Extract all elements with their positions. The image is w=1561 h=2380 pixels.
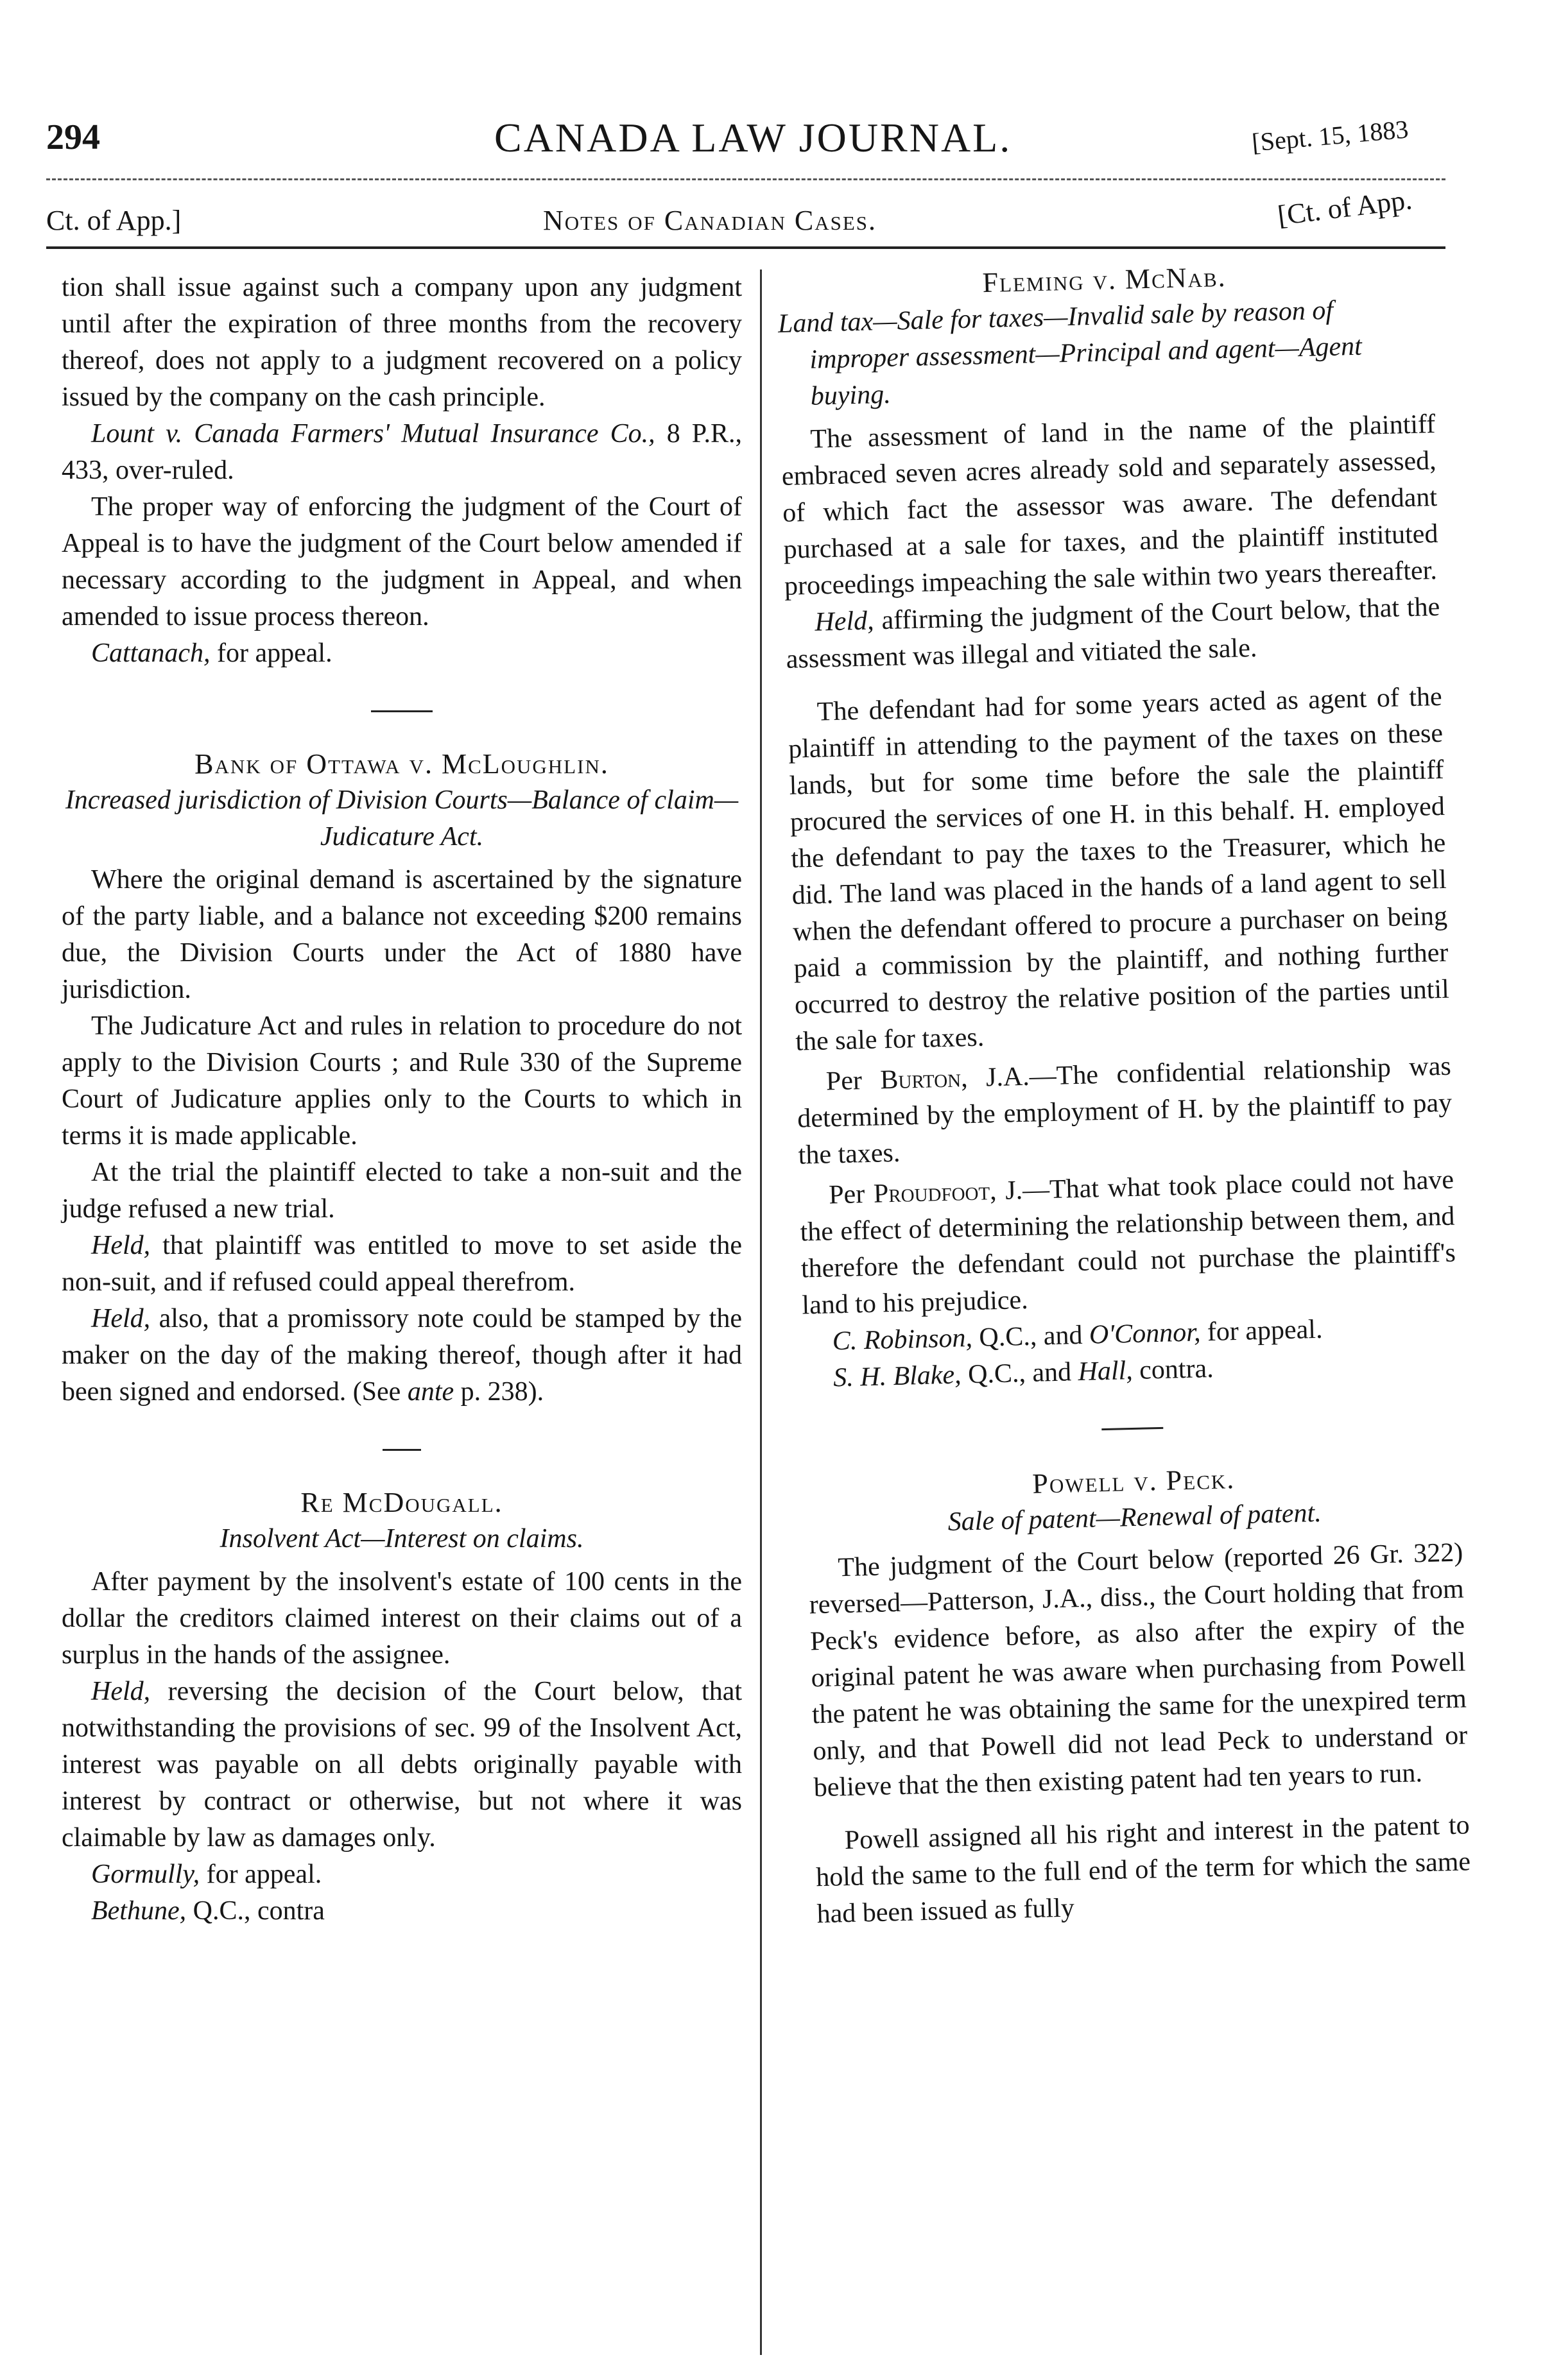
counsel-name: Gormully,	[91, 1860, 200, 1889]
counsel-name: Bethune,	[91, 1896, 187, 1926]
paragraph: After payment by the insolvent's estate of 100 cents in the dollar the creditors claimed interest on their claims out of a surplus in the hands of the assignee.	[62, 1567, 742, 1670]
paragraph: At the trial the plaintiff elected to take a non-suit and the judge refused a new trial.	[62, 1158, 742, 1224]
issue-date: [Sept. 15, 1883	[1250, 114, 1410, 157]
counsel-name: Hall,	[1078, 1355, 1134, 1387]
counsel-line	[62, 1893, 742, 1930]
holding	[62, 1301, 742, 1410]
paragraph: The proper way of enforcing the judgment of the Court of Appeal is to have the judgment of the Court below amended if necessary according to the judgment in Appeal, and when amended to issue process thereon.	[62, 492, 742, 631]
section-title: Notes of Canadian Cases.	[543, 205, 877, 236]
counsel-line	[62, 635, 742, 672]
opinion	[796, 1049, 1453, 1174]
case-separator	[383, 1449, 421, 1451]
citation-note	[62, 416, 742, 489]
case-continuation: tion shall issue against such a company upon any judgment until after the expiration of three months from the recovery thereof, does not apply to a judgment recovered on a policy issued by the company on the cash principle.	[62, 273, 742, 412]
counsel-role: for appeal.	[210, 638, 332, 668]
page-number: 294	[46, 117, 100, 157]
paragraph: The defendant had for some years acted as agent of the plaintiff in attending to the payment of the taxes on these lands, but for some time before the sale the plaintiff procured the services of one H. in this behalf. H. employed the defendant to pay the taxes to the Treasurer, which he did. The land was placed in the hands of a land agent to sell when the defendant offered to procure a purchaser on being paid a commission by the plaintiff, and nothing further occurred to destroy the relative position of the parties until the sale for taxes.	[788, 681, 1450, 1057]
case-separator	[371, 710, 433, 712]
held-label: Held,	[91, 1304, 151, 1333]
journal-title: CANADA LAW JOURNAL.	[494, 115, 1012, 160]
per-word: Per	[825, 1065, 881, 1097]
paragraph: The judgment of the Court below (reported 26 Gr. 322) reversed—Patterson, J.A., diss., the Court holding that from Peck's evidence before, as also after the expiry of the original patent he was aware when purchasing from Powell the patent he was obtaining the same for the unexpired term only, and that Powell did not lead Peck to understand or believe that the then existing patent had ten years to run.	[809, 1537, 1468, 1803]
citation-rest: 8 P.R., 433, over-ruled.	[62, 419, 743, 485]
citation-case: Lount v. Canada Farmers' Mutual Insurance Co.,	[91, 419, 655, 449]
counsel-role: Q.C., contra	[186, 1896, 325, 1926]
held-label: Held,	[91, 1231, 151, 1260]
counsel-joiner: Q.C., and	[961, 1357, 1079, 1390]
counsel-role: contra.	[1132, 1353, 1214, 1385]
holding-text: that plaintiff was entitled to move to set aside the non-suit, and if refused could appeal therefrom.	[62, 1231, 742, 1297]
paragraph: The Judicature Act and rules in relation to procedure do not apply to the Division Courts ; and Rule 330 of the Supreme Court of Judicature applies only to the Courts to which in terms it is made applicable.	[62, 1011, 742, 1151]
case-title: Powell v. Peck.	[1031, 1463, 1236, 1500]
counsel-name: O'Connor,	[1089, 1317, 1201, 1350]
holding-text: affirming the judgment of the Court below, that the assessment was illegal and vitiated the sale.	[786, 592, 1440, 674]
case-separator	[1101, 1427, 1163, 1430]
counsel-name: C. Robinson,	[832, 1323, 973, 1357]
held-label: Held,	[91, 1677, 151, 1706]
case-subtitle: Sale of patent—Renewal of patent.	[947, 1498, 1322, 1537]
case-subtitle: Increased jurisdiction of Division Courts—Balance of claim—Judicature Act.	[65, 785, 739, 852]
paragraph: The assessment of land in the name of the plaintiff embraced seven acres already sold and separately assessed, of which fact the assessor was aware. The defendant purchased at a sale for taxes, and the plaintiff instituted proceedings impeaching the sale within two years thereafter.	[781, 409, 1438, 601]
counsel-name: S. H. Blake,	[832, 1360, 962, 1393]
column-divider	[760, 270, 762, 2355]
ante-word: ante	[407, 1377, 454, 1407]
judge-name: Burton, J.A.	[879, 1061, 1030, 1095]
paragraph: Where the original demand is ascertained by the signature of the party liable, and a balance not exceeding $200 remains due, the Division Courts under the Act of 1880 have jurisdiction.	[62, 865, 742, 1004]
holding	[785, 589, 1441, 678]
opinion-text: —That what took place could not have the effect of determining the relationship between them, and therefore the defendant could not purchase the plaintiff's land to his prejudice.	[800, 1165, 1456, 1321]
right-column	[777, 253, 1472, 1933]
holding-text: also, that a promissory note could be stamped by the maker on the day of the making thereof, though after it had been signed and endorsed. (See	[62, 1304, 742, 1407]
holding-text: reversing the decision of the Court below, that notwithstanding the provisions of sec. 99 of the Insolvent Act, interest was payable on all debts originally payable with interest by contract or otherwise, but not where it was claimable by law as damages only.	[62, 1677, 742, 1853]
opinion-text: —The confidential relationship was determined by the employment of H. by the plaintiff to pay the taxes.	[797, 1051, 1453, 1170]
case-title: Bank of Ottawa v. McLoughlin.	[194, 748, 609, 780]
section-rule	[46, 246, 1445, 249]
case-title: Fleming v. McNab.	[981, 261, 1227, 299]
paragraph: Powell assigned all his right and interest in the patent to hold the same to the full end of the term for which the same had been issued as fully	[815, 1810, 1471, 1930]
counsel-line	[62, 1856, 742, 1893]
opinion	[799, 1162, 1457, 1324]
counsel-role: for appeal.	[1200, 1314, 1323, 1348]
counsel-joiner: Q.C., and	[972, 1320, 1090, 1353]
judge-name: Proudfoot, J.	[873, 1176, 1023, 1209]
counsel-role: for appeal.	[200, 1860, 322, 1889]
holding	[62, 1228, 742, 1301]
held-label: Held,	[814, 606, 875, 637]
left-column	[62, 270, 742, 1930]
case-subtitle: Land tax—Sale for taxes—Invalid sale by reason of improper assessment—Principal and agent—Agent buying.	[777, 295, 1363, 411]
court-label-right: [Ct. of App.	[1275, 184, 1414, 232]
header-rule	[46, 178, 1445, 180]
case-title: Re McDougall.	[300, 1487, 503, 1518]
holding	[62, 1674, 742, 1856]
case-subtitle: Insolvent Act—Interest on claims.	[220, 1524, 584, 1554]
per-word: Per	[828, 1179, 874, 1210]
holding-end: p. 238).	[454, 1377, 544, 1407]
counsel-name: Cattanach,	[91, 638, 211, 668]
court-label-left: Ct. of App.]	[46, 205, 182, 236]
